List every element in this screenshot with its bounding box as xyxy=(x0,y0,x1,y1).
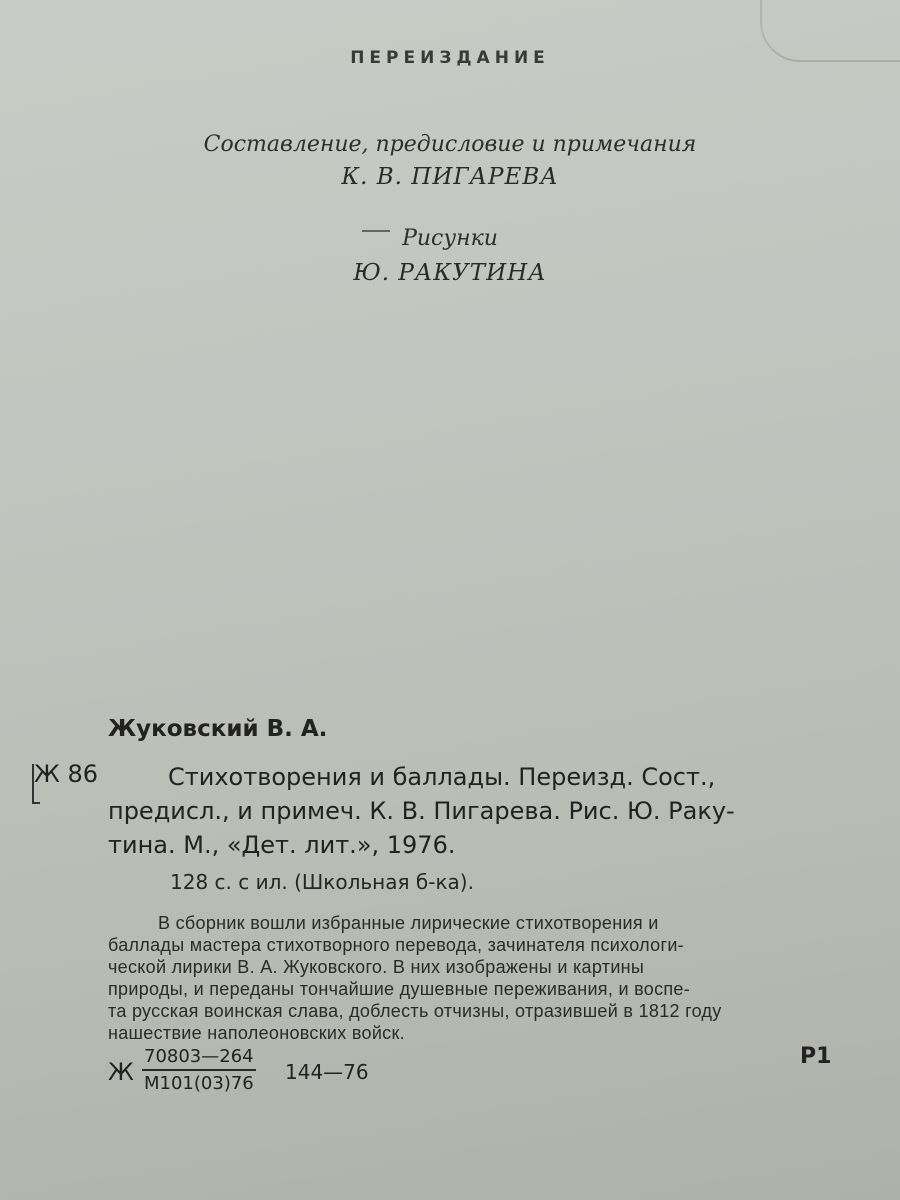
annotation-line: природы, и переданы тончайшие душевные переживания, и воспе- xyxy=(108,979,691,999)
reissue-heading: ПЕРЕИЗДАНИЕ xyxy=(350,48,550,68)
biblio-line: тина. М., «Дет. лит.», 1976. xyxy=(108,831,456,859)
index-letter: Ж xyxy=(108,1058,134,1086)
biblio-line: предисл., и примеч. К. В. Пигарева. Рис. Ю. Раку- xyxy=(108,797,735,825)
fraction-numerator: 70803—264 xyxy=(142,1046,256,1071)
annotation xyxy=(108,912,848,1044)
page-count: 128 с. с ил. (Школьная б-ка). xyxy=(170,870,474,894)
price-code: Р1 xyxy=(800,1044,832,1069)
catalog-author: Жуковский В. А. xyxy=(108,716,328,742)
order-number: 144—76 xyxy=(285,1060,369,1084)
compiler-name: К. В. ПИГАРЕВА xyxy=(341,164,559,190)
annotation-line: ческой лирики В. А. Жуковского. В них изображены и картины xyxy=(108,957,645,977)
annotation-line: В сборник вошли избранные лирические стихотворения и xyxy=(158,913,659,933)
annotation-line: баллады мастера стихотворного перевода, зачинателя психологи- xyxy=(108,935,684,955)
fraction-denominator: М101(03)76 xyxy=(144,1073,254,1094)
biblio-line: Стихотворения и баллады. Переизд. Сост., xyxy=(168,763,716,791)
compiler-label: Составление, предисловие и примечания xyxy=(203,132,697,157)
call-number: Ж 86 xyxy=(34,760,99,788)
annotation-line: нашествие наполеоновских войск. xyxy=(108,1023,405,1043)
index-fraction xyxy=(142,1046,256,1094)
illustrator-name: Ю. РАКУТИНА xyxy=(353,260,547,286)
illustrator-label: Рисунки xyxy=(402,226,498,251)
bibliographic-description xyxy=(108,760,850,862)
annotation-line: та русская воинская слава, доблесть отчизны, отразившей в 1812 году xyxy=(108,1001,722,1021)
